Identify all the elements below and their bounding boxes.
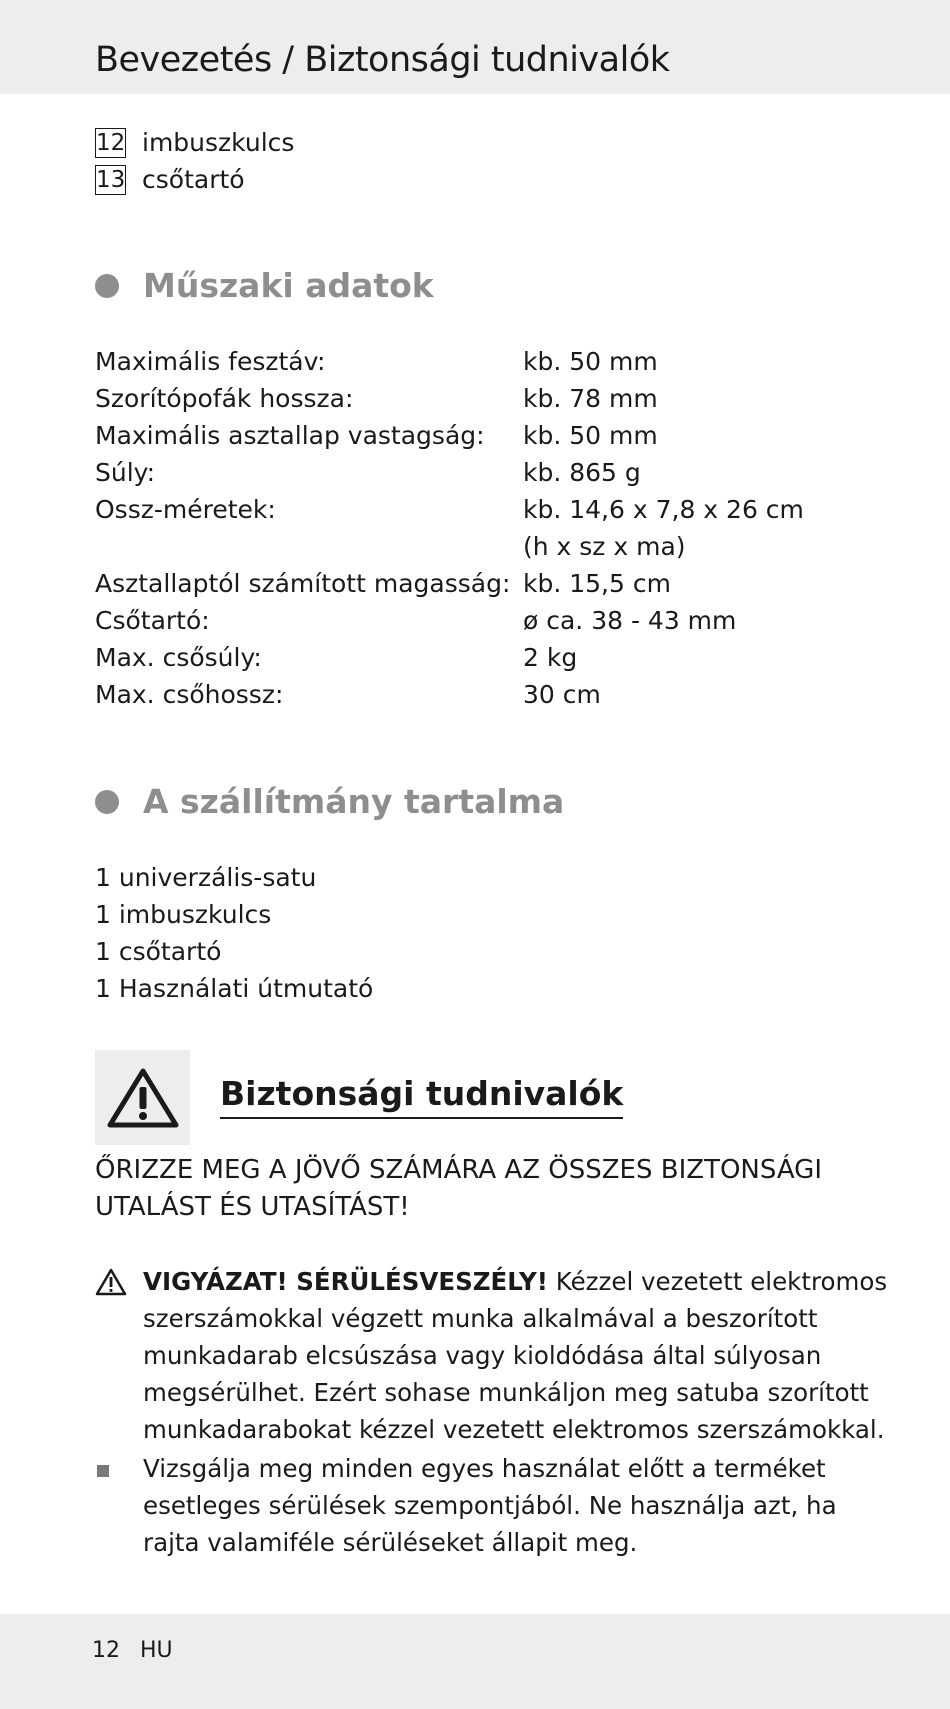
warning-text-block xyxy=(143,1263,895,1448)
spec-row xyxy=(95,676,875,713)
list-item xyxy=(95,124,294,161)
spec-label: Max. csőhossz: xyxy=(95,680,284,709)
spec-value: kb. 50 mm xyxy=(523,421,658,450)
parts-list xyxy=(95,124,294,198)
spec-label: Csőtartó: xyxy=(95,606,210,635)
list-item xyxy=(95,161,294,198)
spec-value: (h x sz x ma) xyxy=(523,532,686,561)
spec-label: Szorítópofák hossza: xyxy=(95,384,354,413)
section-heading-contents xyxy=(95,782,564,821)
spec-row xyxy=(95,565,875,602)
spec-value: kb. 50 mm xyxy=(523,347,658,376)
spec-label: Súly: xyxy=(95,458,156,487)
spec-value: 30 cm xyxy=(523,680,601,709)
spec-row xyxy=(95,528,875,565)
page-title: Bevezetés / Biztonsági tudnivalók xyxy=(95,40,670,80)
spec-label: Maximális fesztáv: xyxy=(95,347,326,376)
spec-row xyxy=(95,380,875,417)
spec-row xyxy=(95,343,875,380)
warning-paragraph xyxy=(95,1263,895,1448)
spec-label: Maximális asztallap vastagság: xyxy=(95,421,485,450)
part-number: 13 xyxy=(96,166,126,193)
safety-title: Biztonsági tudnivalók xyxy=(220,1074,623,1119)
bullet-icon xyxy=(95,790,119,814)
part-label: csőtartó xyxy=(142,165,245,194)
spec-row xyxy=(95,602,875,639)
section-heading-specs xyxy=(95,266,434,305)
warning-triangle-icon xyxy=(107,1067,179,1129)
keep-notice-line: UTALÁST ÉS UTASÍTÁST! xyxy=(95,1192,410,1222)
bullet-icon xyxy=(95,274,119,298)
spec-label: Max. csősúly: xyxy=(95,643,262,672)
specs-table xyxy=(95,343,875,713)
warning-lead: VIGYÁZAT! SÉRÜLÉSVESZÉLY! xyxy=(143,1267,548,1296)
list-item: 1 univerzális-satu xyxy=(95,863,317,892)
section-heading-text: A szállítmány tartalma xyxy=(143,782,565,821)
warning-text: Kézzel vezetett elektromos szerszámokkal végzett munka alkalmával a beszorított munkadarab elcsúszása vagy kioldódása által súlyosan megsérülhet. Ezért sohase munkáljon meg satuba szorított munkadarabokat kézzel vezetett elektromos szerszámokkal. xyxy=(143,1267,888,1444)
spec-row xyxy=(95,454,875,491)
part-label: imbuszkulcs xyxy=(142,128,295,157)
spec-label: Asztallaptól számított magasság: xyxy=(95,569,511,598)
spec-value: kb. 78 mm xyxy=(523,384,658,413)
contents-list xyxy=(95,859,373,1007)
warning-box xyxy=(95,1050,190,1145)
language-code: HU xyxy=(140,1638,173,1663)
bullet-text: Vizsgálja meg minden egyes használat előtt a terméket esetleges sérülések szempontjából. Ne használja azt, ha rajta valamiféle sérüléseket állapit meg. xyxy=(143,1454,837,1557)
keep-notice xyxy=(95,1152,875,1226)
keep-notice-line: ŐRIZZE MEG A JÖVŐ SZÁMÁRA AZ ÖSSZES BIZTONSÁGI xyxy=(95,1155,822,1185)
spec-row xyxy=(95,417,875,454)
list-item: 1 csőtartó xyxy=(95,937,222,966)
square-bullet-icon xyxy=(97,1465,109,1477)
bullet-paragraph xyxy=(95,1450,895,1561)
spec-value: ø ca. 38 - 43 mm xyxy=(523,606,737,635)
list-item: 1 Használati útmutató xyxy=(95,974,374,1003)
page-number: 12 xyxy=(92,1638,120,1663)
spec-row xyxy=(95,639,875,676)
spec-value: kb. 15,5 cm xyxy=(523,569,671,598)
warning-small-icon xyxy=(95,1268,127,1296)
spec-label xyxy=(95,528,523,565)
part-number: 12 xyxy=(96,129,126,156)
spec-value: kb. 14,6 x 7,8 x 26 cm xyxy=(523,495,804,524)
section-heading-text: Műszaki adatok xyxy=(143,266,434,305)
spec-value: kb. 865 g xyxy=(523,458,641,487)
spec-label: Ossz-méretek: xyxy=(95,495,276,524)
list-item: 1 imbuszkulcs xyxy=(95,900,272,929)
spec-row xyxy=(95,491,875,528)
spec-value: 2 kg xyxy=(523,643,578,672)
